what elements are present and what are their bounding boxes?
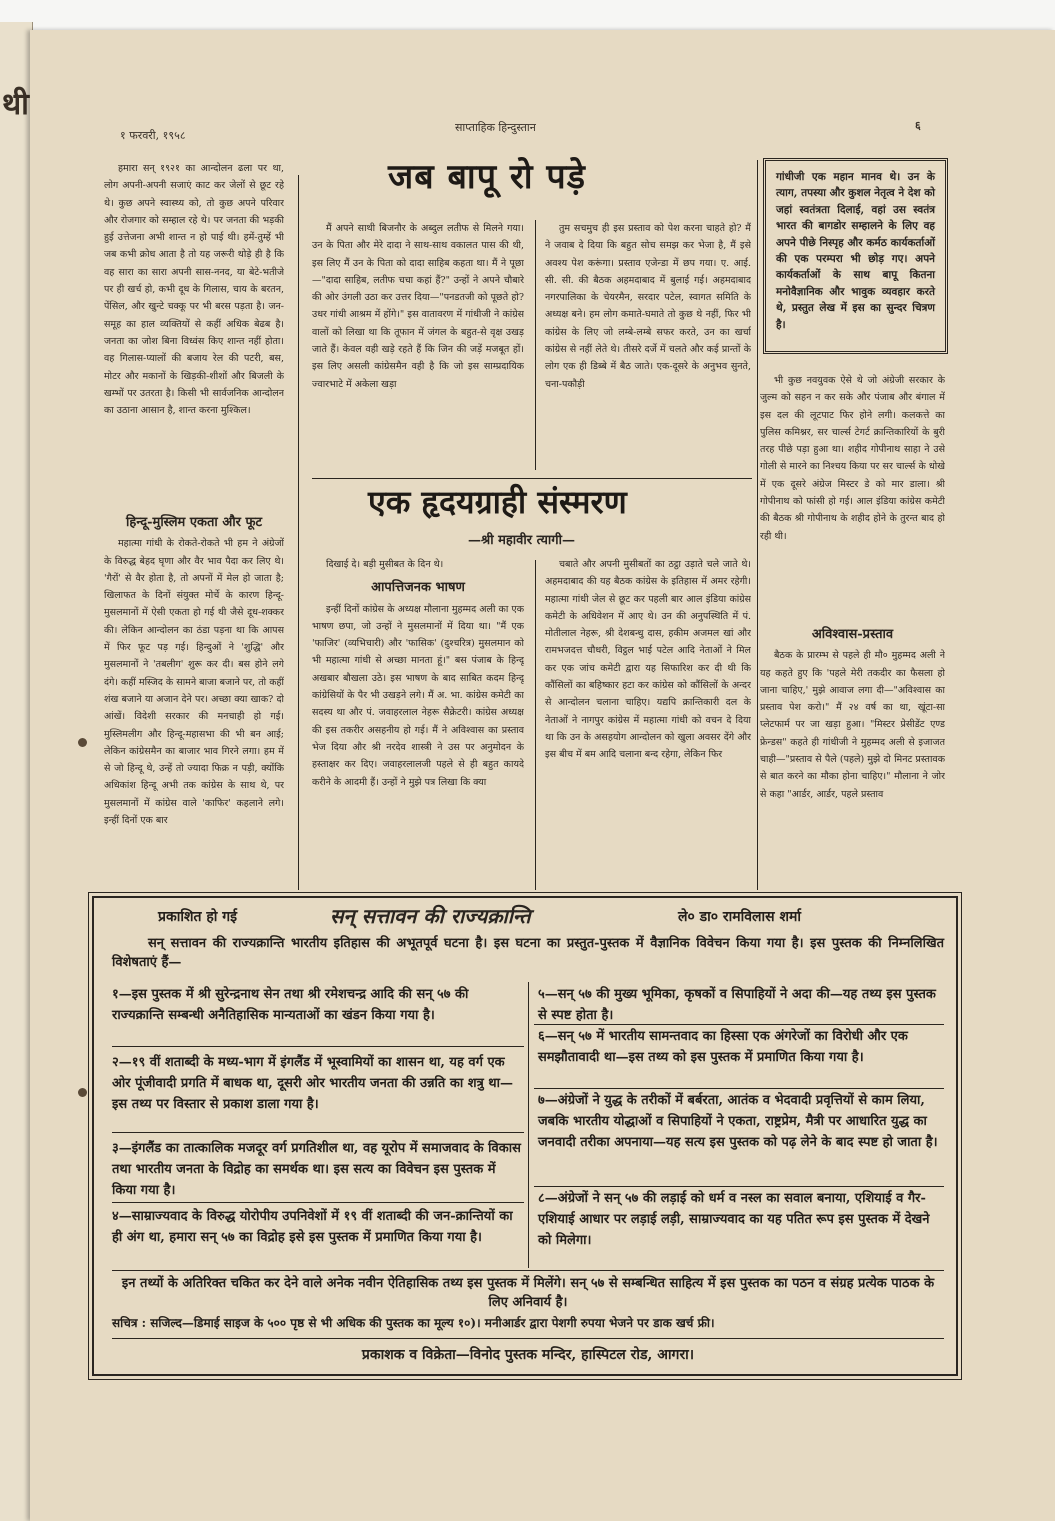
column-text: दिखाई दे। बड़ी मुसीबत के दिन थे। [326,559,444,570]
column-rule [535,220,536,470]
ad-price: सचित्र : सजिल्द—डिमाई साइज के ५०० पृष्ठ से भी अधिक की पुस्तक का मूल्य १०)। मनीआर्डर द्वारा पेशगी रुपया भेजने पर डाक खर्च फ्री। [112,1316,715,1330]
ad-point-5: ५—सन् ५७ की मुख्य भूमिका, कृषकों व सिपाहियों ने अदा की—यह तथ्य इस पुस्तक से स्पष्ट होता है। [538,987,936,1023]
section-heading: अविश्वास-प्रस्ताव [811,627,894,642]
page-number: ६ [915,119,921,132]
ad-point-2: २—१९ वीं शताब्दी के मध्य-भाग में इंगलैंड में भूस्वामियों का शासन था, यह वर्ग एक ओर पूंजीवादी प्रगति में बाधक था, दूसरी ओर भारतीय जनता की उन्नति का शत्रु था—इस तथ्य पर विस्तार से प्रकाश डाला गया है। [112,1055,513,1112]
article-column-3b [545,556,751,892]
binding-hole [78,1088,87,1097]
ad-point-8: ८—अंग्रेजों ने सन् ५७ की लड़ाई को धर्म व नस्ल का सवाल बनाया, एशियाई व गैर-एशियाई आधार पर लड़ाई लड़ी, साम्राज्यवाद का यह पतित रूप इस पुस्तक में देखने को मिलेगा। [538,1191,930,1248]
article-title: जब बापू रो पड़े [388,157,586,197]
column-rule [298,175,299,890]
column-text: मैं अपने साथी बिजनौर के अब्दुल लतीफ से मिलने गया। उन के पिता और मेरे दादा ने साथ-साथ वकालत पास की थी, इस लिए मैं उन के पिता को दादा साहिब कहता था। मैं ने पूछा—"दादा साहिब, लतीफ चचा कहां हैं?" उन्हों ने अपने चौबारे की ओर उंगली उठा कर उत्तर दिया—"पनडतजी को पूछते हो? उधर गांधी आश्रम में होंगे।" इस वातावरण में गांधीजी ने कांग्रेस वालों को लिखा था कि तूफान में जंगल के बहुत-से वृक्ष उखड़ जाते हैं। केवल वही खड़े रहते हैं कि जिन की जड़ें मजबूत हों। इस लिए असली कांग्रेसमैन वही है कि जो इस साम्प्रदायिक ज्वारभाटे में अकेला खड़ा [312,223,524,390]
ad-closing: इन तथ्यों के अतिरिक्त चकित कर देने वाले अनेक नवीन ऐतिहासिक तथ्य इस पुस्तक में मिलेंगे। सन् ५७ से सम्बन्धित साहित्य में इस पुस्तक का पठन व संग्रह प्रत्येक पाठक के लिए अनिवार्य है। [121,1276,935,1310]
column-text: महात्मा गांधी के रोकते-रोकते भी हम ने अंग्रेजों के विरुद्ध बेहद घृणा और वैर भाव पैदा कर लिए थे। 'गैरों' से वैर होता है, तो अपनों में मेल हो जाता है; खिलाफत के दिनों संयुक्त मोर्चे के कारण हिन्दू-मुसलमानों में ऐसी एकता हो गई थी जैसे दूध-शक्कर की। लेकिन आन्दोलन का ठंडा पड़ना था कि आपस में फिर फूट पड़ गई। हिन्दुओं ने 'शुद्धि' और मुसलमानों ने 'तबलीग' शुरू कर दी। बस होने लगे दंगे। कहीं मस्जिद के सामने बाजा बजाने पर, तो कहीं शंख बजाने या अजान देने पर। अच्छा क्या खाक? दो आंखें। विदेशी सरकार की मनचाही हो गई। मुस्लिमलीग और हिन्दू-महासभा की भी बन आई; लेकिन कांग्रेसमैन का बाजार भाव गिरने लगा। हम में से जो हिन्दू थे, उन्हें तो ज्यादा फिक्र न पड़ी, क्योंकि अधिकांश हिन्दू अभी तक कांग्रेस के साथ थे, पर मुसलमानों में कांग्रेस वाले 'काफिर' कहलाने लगे। इन्हीं दिनों एक बार [104,538,284,827]
ad-rule [112,1046,524,1047]
column-text: इन्हीं दिनों कांग्रेस के अध्यक्ष मौलाना मुहम्मद अली का एक भाषण छपा, जो उन्हों ने मुसलमानों में दिया था। "मैं एक 'फाजिर' (व्यभिचारी) और 'फासिक' (दुश्चरित्र) मुसलमान को भी महात्मा गांधी से अच्छा मानता हूं।" बस पंजाब के हिन्दू अखबार बौखला उठे। इस भाषण के बाद साबित कदम हिन्दू कांग्रेसियों के पैर भी उखड़ने लगे। मैं अ. भा. कांग्रेस कमेटी का सदस्य था और पं. जवाहरलाल नेहरू सैक्रेटरी। कांग्रेस अध्यक्ष की इस तकरीर असहनीय हो गई। मैं ने अविश्वास का प्रस्ताव भेज दिया और श्री नरदेव शास्त्री ने उस पर अनुमोदन के हस्ताक्षर कर दिए। जवाहरलालजी पहले से ही बहुत कायदे करीने के आदमी हैं। उन्हों ने मुझे पत्र लिखा कि क्या [312,603,524,788]
article-subtitle: एक हृदयग्राही संस्मरण [368,483,627,521]
ad-point-3: ३—इंगलैंड का तात्कालिक मजदूर वर्ग प्रगतिशील था, वह यूरोप में समाजवाद के विकास तथा भारतीय जनता के विद्रोह का समर्थक था। इस सत्य का विवेचन इस पुस्तक में किया गया है। [112,1141,521,1198]
editor-note: गांधीजी एक महान मानव थे। उन के त्याग, तपस्या और कुशल नेतृत्व ने देश को जहां स्वतंत्रता दिलाई, वहां उस स्वतंत्र भारत की बागडोर सम्हालने के लिए वह अपने पीछे निस्पृह और कर्मठ कार्यकर्ताओं की एक परम्परा भी छोड़ गए। अपने कार्यकर्ताओं के साथ बापू कितना मनोवैज्ञानिक और भावुक व्यवहार करते थे, प्रस्तुत लेख में इस का सुन्दर चित्रण है। [776,171,935,331]
column-rule [757,160,758,890]
ad-book-title: सन् सत्तावन की राज्यक्रान्ति [330,904,531,928]
magazine-name: साप्ताहिक हिन्दुस्तान [455,121,536,134]
ad-rule [112,1270,944,1271]
column-text: चबाते और अपनी मुसीबतों का ठट्ठा उड़ाते चले जाते थे। अहमदाबाद की यह बैठक कांग्रेस के इतिहास में अमर रहेगी। महात्मा गांधी जेल से छूट कर पहली बार आल इंडिया कांग्रेस कमेटी के अधिवेशन में आए थे। उन की अनुपस्थिति में पं. मोतीलाल नेहरू, श्री देशबन्धु दास, हकीम अजमल खां और रामभजदत्त चौधरी, विट्ठल भाई पटेल आदि नेताओं ने मिल कर एक जांच कमेटी द्वारा यह सिफारिश कर दी थी कि कौंसिलों का बहिष्कार हटा कर कांग्रेस को कौंसिलों के अन्दर से आन्दोलन चलाना चाहिए। यद्यपि क्रान्तिकारी दल के नेताओं ने नागपुर कांग्रेस में महात्मा गांधी को वचन दे दिया था कि उन के असहयोग आन्दोलन को खुला अवसर देंगे और इस बीच में बम आदि चलाना बन्द रहेगा, लेकिन फिर [545,559,751,761]
column-text: भी कुछ नवयुवक ऐसे थे जो अंग्रेजी सरकार के जुल्म को सहन न कर सके और पंजाब और बंगाल में इस दल की लूटपाट फिर होने लगी। कलकत्ते का पुलिस कमिश्नर, सर चार्ल्स टेगर्ट क्रान्तिकारियों के बुरी तरह पीछे पड़ा हुआ था। शहीद गोपीनाथ साहा ने उसे गोली से मारने का निश्चय किया पर सर चार्ल्स के धोखे में एक दूसरे अंग्रेज मिस्टर डे को मार डाला। श्री गोपीनाथ को फांसी हो गई। आल इंडिया कांग्रेस कमेटी की बैठक श्री गोपीनाथ के शहीद होने के तुरन्त बाद हो रही थी। [760,375,945,542]
ad-announcement: प्रकाशित हो गई [158,909,238,925]
title-rule [312,478,752,479]
ad-rule [112,1202,524,1203]
ad-point-6: ६—सन् ५७ में भारतीय सामन्तवाद का हिस्सा एक अंगरेजों का विरोधी और एक समझौतावादी था—इस तथ्य को इस पुस्तक में प्रमाणित किया गया है। [538,1029,908,1065]
ad-rule [534,1088,944,1089]
previous-page-glyph: थी [2,87,29,122]
previous-page-edge [0,22,33,1521]
ad-publisher: प्रकाशक व विक्रेता—विनोद पुस्तक मन्दिर, हास्पिटल रोड, आगरा। [361,1347,695,1363]
column-text: हमारा सन् १९२१ का आन्दोलन ढला पर था, लोग अपनी-अपनी सजाएं काट कर जेलों से छूट रहे थे। कुछ अपने स्वास्थ्य को, तो कुछ अपने परिवार और रोजगार को सम्हाल रहे थे। पर जनता की भड़की हुई उत्तेजना अभी शान्त न हो पाई थी। हमें-तुम्हें भी जब कभी क्रोध आता है तो यह जरूरी थोड़े ही है कि वह सारा का सारा अपनी सास-ननद, या बेटे-भतीजे पर ही खर्च हो, कभी दूध के गिलास, चाय के बरतन, पेंसिल, और खुन्टे चक्कू पर भी बरस पड़ता है। जन-समूह का हाल व्यक्तियों से कहीं अधिक बेढब है। जनता का जोश बिना विध्वंस किए शान्त नहीं होता। वह गिलास-प्यालों की बजाय रेल की पटरी, बस, मोटर और मकानों के खिड़की-शीशों और बिजली के खम्भों पर उतरता है। किसी भी सार्वजनिक आन्दोलन का उठाना आसान है, शान्त करना मुश्किल। [104,163,284,417]
article-column-2 [312,220,524,475]
article-column-4 [760,372,945,622]
ad-rule [534,1024,944,1025]
ad-point-1: १—इस पुस्तक में श्री सुरेन्द्रनाथ सेन तथा श्री रमेशचन्द्र आदि की सन् ५७ की राज्यक्रान्ति सम्बन्धी अनैतिहासिक मान्यताओं का खंडन किया गया है। [112,987,469,1023]
issue-date: १ फरवरी, १९५८ [120,129,186,142]
article-column-2b [312,556,524,892]
ad-author: ले० डा० रामविलास शर्मा [678,909,802,925]
section-heading: हिन्दू-मुस्लिम एकता और फूट [125,515,263,530]
column-text: तुम सचमुच ही इस प्रस्ताव को पेश करना चाहते हो? मैं ने जवाब दे दिया कि बहुत सोच समझ कर भेजा है, मैं इसे अवश्य पेश करूंगा। प्रस्ताव एजेन्डा में छप गया। ए. आई. सी. सी. की बैठक अहमदाबाद में बुलाई गई। अहमदाबाद नगरपालिका के चेयरमैन, सरदार पटेल, स्वागत समिति के अध्यक्ष बने। हम लोग कमाते-घमाते तो कुछ थे नहीं, फिर भी कांग्रेस के लिए जो लम्बे-लम्बे सफर करते, उन का खर्चा कांग्रेस से नहीं लेते थे। तीसरे दर्जे में चलते और कई प्रान्तों के लोग एक ही डिब्बे में बैठ जाते। एक-दूसरे के अनुभव सुनते, चना-पकौड़ी [545,223,751,390]
column-rule [535,560,536,890]
editor-note-box [763,158,948,354]
ad-rule [534,1186,944,1187]
article-column-3 [545,220,751,475]
ad-point-4: ४—साम्राज्यवाद के विरुद्ध योरोपीय उपनिवेशों में १९ वीं शताब्दी की जन-क्रान्तियों का ही अंग था, हमारा सन् ५७ का विद्रोह इसे इस पुस्तक में प्रमाणित किया गया है। [112,1209,513,1245]
author-byline: —श्री महावीर त्यागी— [468,533,575,548]
binding-hole [78,738,87,747]
article-column-1b [104,508,284,896]
ad-rule [112,1132,524,1133]
ad-point-7: ७—अंग्रेजों ने युद्ध के तरीकों में बर्बरता, आतंक व भेदवादी प्रवृत्तियों से काम लिया, जबकि भारतीय योद्धाओं व सिपाहियों ने एकता, राष्ट्रप्रेम, मैत्री पर आधारित युद्ध का जनवादी तरीका अपनाया—यह सत्य इस पुस्तक को पढ़ लेने के बाद स्पष्ट हो जाता है। [538,1093,938,1150]
article-column-4b [760,620,945,892]
ad-rule [112,1338,944,1339]
article-column-1 [104,160,284,496]
column-text: बैठक के प्रारम्भ से पहले ही मौ० मुहम्मद अली ने यह कहते हुए कि 'पहले मेरी तकदीर का फैसला हो जाना चाहिए,' मुझे आवाज लगा दी—"अविश्वास का प्रस्ताव पेश करो।" मैं २४ वर्ष का था, खूंटा-सा प्लेटफार्म पर जा खड़ा हुआ। "मिस्टर प्रेसीडेंट एण्ड फ्रेन्डस" कहते ही गांधीजी ने मुहम्मद अली से इजाजत चाही—"प्रस्ताव से पैले (पहले) मुझे दो मिनट प्रस्तावक से बात करने का मौका होना चाहिए।" मौलाना ने जोर से कहा "आर्डर, आर्डर, पहले प्रस्ताव [760,650,945,800]
ad-intro: सन् सत्तावन की राज्यक्रान्ति भारतीय इतिहास की अभूतपूर्व घटना है। इस घटना का प्रस्तुत-पुस्तक में वैज्ञानिक विवेचन किया गया है। इस पुस्तक की निम्नलिखित विशेषताएं हैं— [112,936,944,970]
section-heading: आपत्तिजनक भाषण [371,580,465,596]
ad-column-rule [528,982,529,1268]
